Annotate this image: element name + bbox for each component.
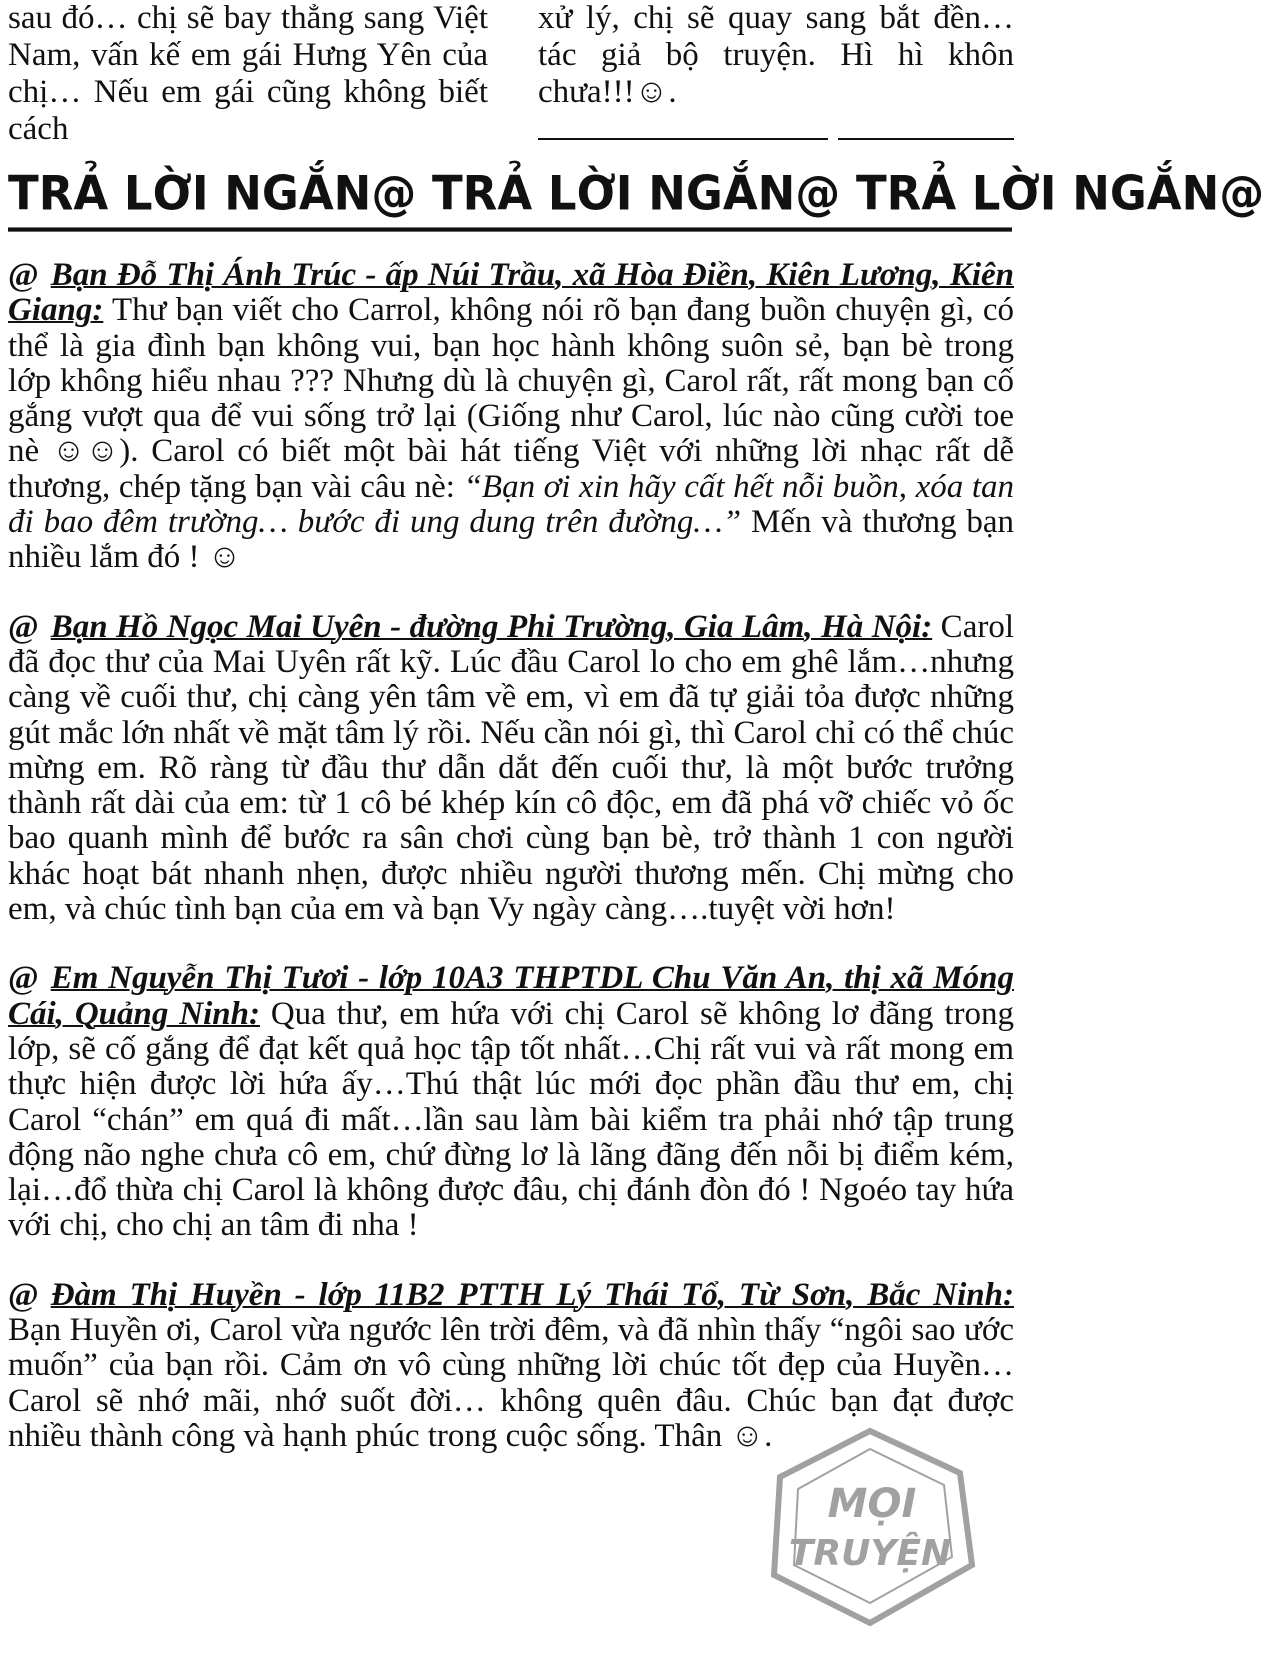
letter-entry-2 xyxy=(8,610,1014,928)
at-marker: @ xyxy=(8,608,39,645)
watermark-text-1: MỌI xyxy=(827,1481,917,1527)
letter-body: Bạn Huyền ơi, Carol vừa ngước lên trời đêm, và đã nhìn thấy “ngôi sao ước muốn” của bạn rồi. Cảm ơn vô cùng những lời chúc tốt đẹp của Huyền…Carol sẽ nhớ mãi, nhớ suốt đời… không quên đâu. Chúc bạn đạt được nhiều thành công và hạnh phúc trong cuộc sống. Thân ☺. xyxy=(8,1312,1014,1454)
letter-entry-1 xyxy=(8,258,1014,576)
letter-body: Qua thư, em hứa với chị Carol sẽ không lơ đãng trong lớp, sẽ cố gắng để đạt kết quả học tập tốt nhất…Chị rất vui và rất mong em thực hiện được lời hứa ấy…Thú thật lúc mới đọc phần đầu thư em, chị Carol “chán” em quá đi mất…lần sau làm bài kiểm tra phải nhớ tập trung động não nghe chưa cô em, chứ đừng lơ là lãng đãng đến nỗi bị điểm kém, lại…đổ thừa chị Carol là không được đâu, chị đánh đòn đó ! Ngoéo tay hứa với chị, cho chị an tâm đi nha ! xyxy=(8,995,1014,1244)
letters-list xyxy=(8,258,1014,1488)
letter-sender-address: Đàm Thị Huyền - lớp 11B2 PTTH Lý Thái Tổ, Từ Sơn, Bắc Ninh: xyxy=(50,1276,1014,1313)
at-marker: @ xyxy=(8,257,39,293)
watermark-logo xyxy=(760,1425,980,1630)
letter-quote: “Bạn ơi xin hãy cất hết nỗi buồn, xóa tan đi bao đêm trường… bước đi ung dung trên đường…” xyxy=(8,468,1015,541)
letter-body: Carol đã đọc thư của Mai Uyên rất kỹ. Lúc đầu Carol lo cho em ghê lắm…nhưng càng về cuối thư, chị càng yên tâm về em, vì em đã tự giải tỏa được những gút mắc lớn nhất về mặt tâm lý rồi. Nếu cần nói gì, thì Carol chỉ có thể chúc mừng em. Rõ ràng từ đầu thư dẫn dắt đến cuối thư, là một bước trưởng thành rất dài của em: từ 1 cô bé khép kín cô độc, em đã phá vỡ chiếc vỏ ốc bao quanh mình để bước ra sân chơi cùng bạn bè, trở thành 1 con người khác hoạt bát nhanh nhẹn, được nhiều người thương mến. Chị mừng cho em, và chúc tình bạn của em và bạn Vy ngày càng….tuyệt vời hơn! xyxy=(8,608,1014,928)
section-banner: TRẢ LỜI NGẮN@ TRẢ LỜI NGẮN@ TRẢ LỜI NGẮN@ xyxy=(8,162,1012,231)
letter-sender-address: Bạn Hồ Ngọc Mai Uyên - đường Phi Trường, Gia Lâm, Hà Nội: xyxy=(50,608,933,645)
divider-line-2 xyxy=(838,138,1014,140)
letter-closing: Mến và thương bạn nhiều lắm đó ! ☺ xyxy=(8,504,1014,576)
letter-entry-3 xyxy=(8,961,1014,1243)
continued-columns xyxy=(8,0,1014,150)
watermark-shield xyxy=(774,1431,972,1623)
letter-sender-address: Em Nguyễn Thị Tươi - lớp 10A3 THPTDL Chu Văn An, thị xã Móng Cái, Quảng Ninh: xyxy=(8,960,1014,1032)
column-left-text: sau đó… chị sẽ bay thẳng sang Việt Nam, vấn kế em gái Hưng Yên của chị… Nếu em gái cũng không biết cách xyxy=(8,0,488,147)
letter-sender-address: Bạn Đỗ Thị Ánh Trúc - ấp Núi Trầu, xã Hòa Điền, Kiên Lương, Kiên Giang: xyxy=(8,257,1014,329)
column-right-text: xử lý, chị sẽ quay sang bắt đền… tác giả bộ truyện. Hì hì khôn chưa!!!☺. xyxy=(538,0,1014,110)
letter-body: Thư bạn viết cho Carrol, không nói rõ bạn đang buồn chuyện gì, có thể là gia đình bạn không vui, bạn học hành không suôn sẻ, bạn bè trong lớp không hiểu nhau ??? Nhưng dù là chuyện gì, Carol rất, rất mong bạn cố gắng vượt qua để vui sống trở lại (Giống như Carol, lúc nào cũng cười toe nè ☺☺). Carol có biết một bài hát tiếng Việt với những lời nhạc rất dễ thương, chép tặng bạn vài câu nè: xyxy=(8,292,1014,505)
at-marker: @ xyxy=(8,1276,39,1313)
watermark-text-2: TRUYỆN xyxy=(788,1533,952,1574)
at-marker: @ xyxy=(8,960,39,997)
divider-line-1 xyxy=(538,138,828,140)
